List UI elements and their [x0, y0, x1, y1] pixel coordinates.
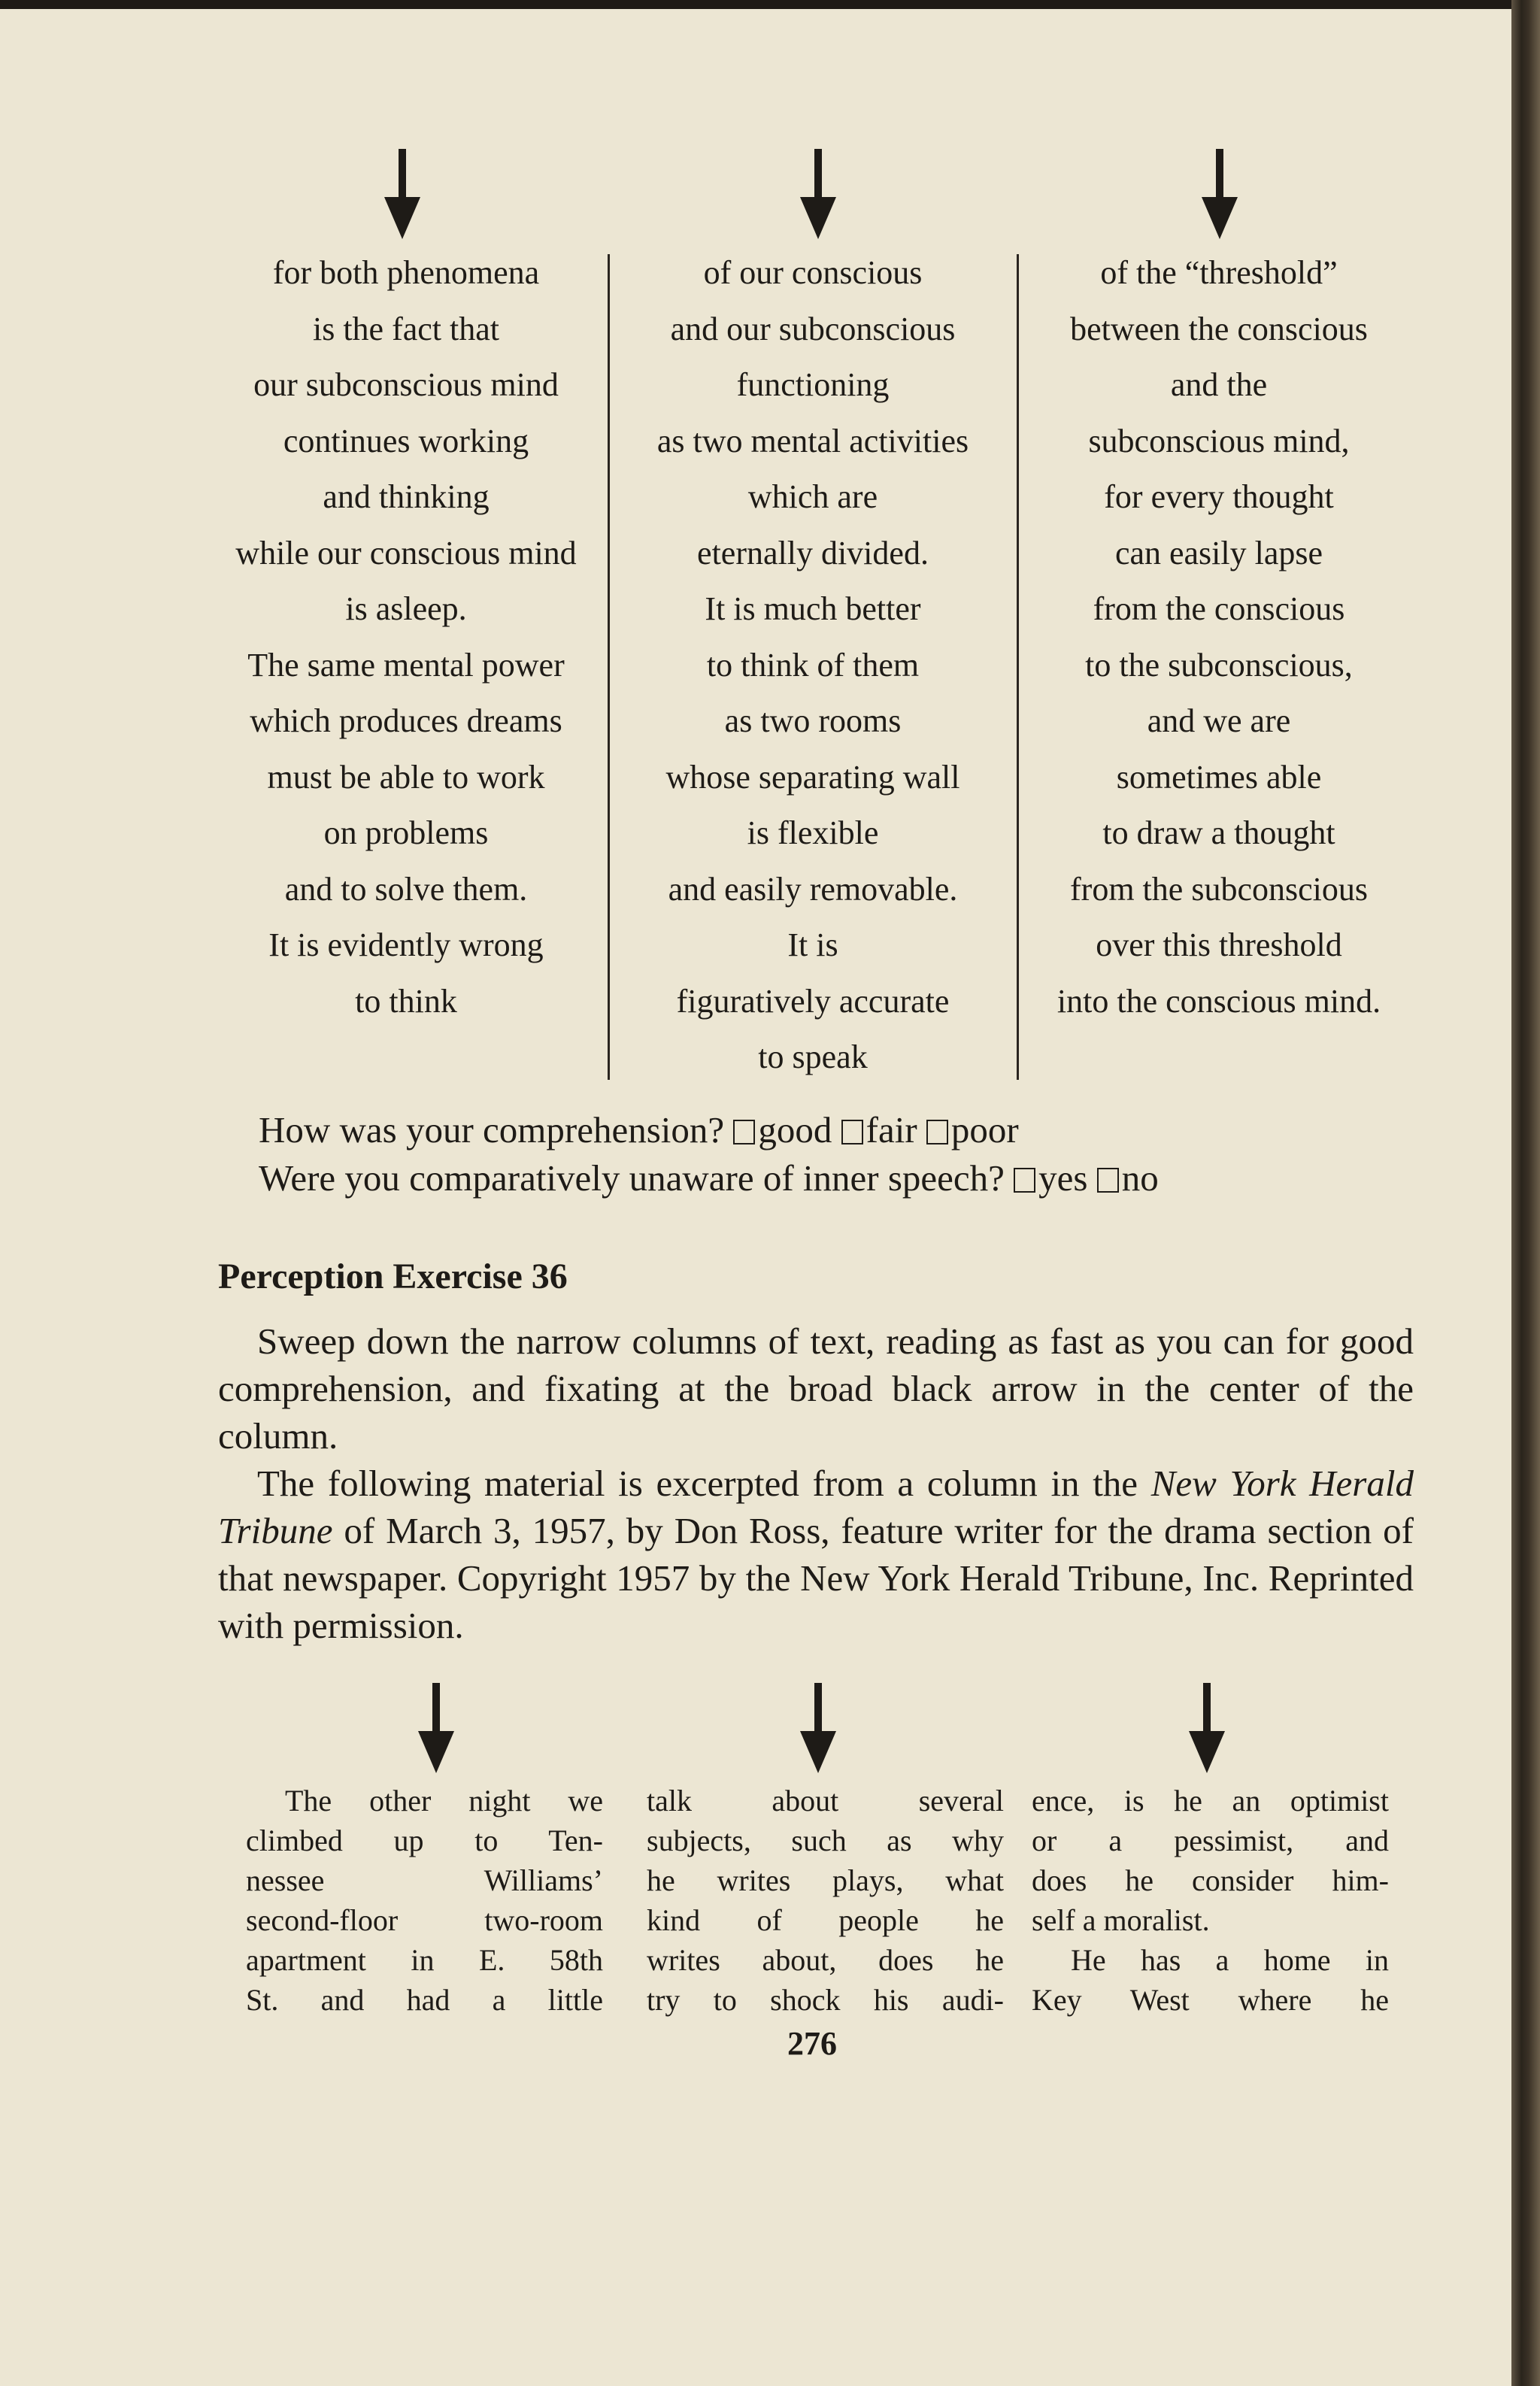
text-line: sometimes able [1116, 758, 1322, 796]
text-line: to draw a thought [1102, 814, 1335, 851]
option-label: poor [950, 1109, 1019, 1151]
text-line: Key West where he [1032, 1983, 1389, 2017]
text-line: kind of people he [647, 1903, 1004, 1937]
source-note: The following material is excerpted from a column in the New York Herald Tribune of March 3, 1957, by Don Ross, feature writer for the drama section of that newspaper. Copyright 1957 by the New York Herald Tribune, Inc. Reprinted with permission. [218, 1463, 1414, 1646]
text-line: The other night we [285, 1784, 603, 1818]
text-line: as two rooms [724, 702, 902, 739]
text-line: nessee Williams’ [246, 1863, 603, 1897]
lower-column-middle [647, 1781, 1004, 2020]
text-line: try to shock his audi- [647, 1983, 1004, 2017]
upper-column-right [1020, 245, 1418, 1029]
text-line: to think [355, 982, 457, 1020]
text-line: writes about, does he [647, 1943, 1004, 1977]
text-line: ence, is he an optimist [1032, 1784, 1389, 1818]
text-line: subconscious mind, [1088, 422, 1350, 459]
text-line: and the [1170, 366, 1268, 403]
text-line: to think of them [706, 646, 920, 684]
text-line: for both phenomena [272, 254, 540, 291]
text-line: eternally divided. [697, 534, 929, 571]
text-line: He has a home in [1071, 1943, 1389, 1977]
text-line: from the conscious [1093, 590, 1345, 627]
checkbox-icon[interactable] [926, 1120, 948, 1144]
text-line: second-floor two-room [246, 1903, 603, 1937]
text-line: It is much better [705, 590, 921, 627]
checkbox-icon[interactable] [1097, 1168, 1119, 1193]
text-line: apartment in E. 58th [246, 1943, 603, 1977]
exercise-heading: Perception Exercise 36 [218, 1257, 568, 1296]
newspaper-title: New York Herald Tribune [218, 1463, 1414, 1551]
text-line: to the subconscious, [1085, 646, 1353, 684]
text-line: of our conscious [703, 254, 923, 291]
text-line: and our subconscious [670, 310, 956, 347]
column-divider [1017, 254, 1019, 1080]
text-line: as two mental activities [656, 422, 969, 459]
inner-speech-question [259, 1157, 1159, 1199]
page-number: 276 [787, 2025, 837, 2062]
text-line: over this threshold [1096, 926, 1342, 963]
exercise-instructions: Sweep down the narrow columns of text, reading as fast as you can for good comprehension, and fixating at the broad black arrow in the center of the column. [218, 1320, 1414, 1457]
comprehension-question [259, 1108, 1019, 1151]
text-line: subjects, such as why [647, 1824, 1004, 1857]
text-line: while our conscious mind [235, 534, 577, 571]
text-line: is asleep. [345, 590, 467, 627]
text-line: talk about several [647, 1784, 1004, 1818]
text-line: The same mental power [247, 646, 565, 684]
option-label: fair [865, 1109, 917, 1151]
option-label: no [1121, 1157, 1159, 1199]
text-line: self a moralist. [1032, 1903, 1210, 1937]
text-line: is flexible [747, 814, 879, 851]
question-prompt: Were you comparatively unaware of inner speech? [259, 1157, 1005, 1199]
text-line: It is evidently wrong [268, 926, 544, 963]
text-line: and to solve them. [284, 870, 528, 908]
book-spine-edge [1511, 0, 1540, 2386]
down-arrow-icon [380, 149, 425, 239]
text-line: of the “threshold” [1100, 254, 1338, 291]
upper-column-middle [611, 245, 1015, 1086]
text-line: he writes plays, what [647, 1863, 1004, 1897]
down-arrow-icon [796, 149, 841, 239]
checkbox-icon[interactable] [1014, 1168, 1035, 1193]
text-line: and we are [1147, 702, 1291, 739]
lower-column-right [1032, 1781, 1389, 2020]
lower-column-left [246, 1781, 603, 2020]
option-label: good [758, 1109, 832, 1151]
text-line: is the fact that [312, 310, 499, 347]
down-arrow-icon [1184, 1683, 1229, 1773]
text-line: It is [787, 926, 838, 963]
text-line: continues working [283, 422, 529, 459]
down-arrow-icon [796, 1683, 841, 1773]
checkbox-icon[interactable] [733, 1120, 755, 1144]
text-line: into the conscious mind. [1056, 982, 1381, 1020]
option-label: yes [1038, 1157, 1088, 1199]
text-line: or a pessimist, and [1032, 1824, 1389, 1857]
text-line: for every thought [1104, 478, 1334, 515]
page-top-edge [0, 0, 1540, 9]
text-line: functioning [736, 366, 890, 403]
text-line: must be able to work [267, 758, 545, 796]
text-line: which produces dreams [250, 702, 562, 739]
text-line: St. and had a little [246, 1983, 603, 2017]
text-line: on problems [323, 814, 489, 851]
checkbox-icon[interactable] [841, 1120, 863, 1144]
text-line: between the conscious [1070, 310, 1368, 347]
text-line: figuratively accurate [676, 982, 950, 1020]
question-prompt: How was your comprehension? [259, 1109, 725, 1151]
text-line: whose separating wall [665, 758, 960, 796]
text-line: and thinking [323, 478, 490, 515]
text-line: and easily removable. [668, 870, 958, 908]
column-divider [608, 254, 610, 1080]
upper-column-left [207, 245, 605, 1029]
text-line: our subconscious mind [253, 366, 559, 403]
down-arrow-icon [414, 1683, 459, 1773]
text-line: from the subconscious [1070, 870, 1368, 908]
text-line: does he consider him- [1032, 1863, 1389, 1897]
text-line: which are [747, 478, 878, 515]
text-line: to speak [758, 1038, 868, 1075]
text-line: climbed up to Ten- [246, 1824, 603, 1857]
down-arrow-icon [1197, 149, 1242, 239]
text-line: can easily lapse [1114, 534, 1323, 571]
